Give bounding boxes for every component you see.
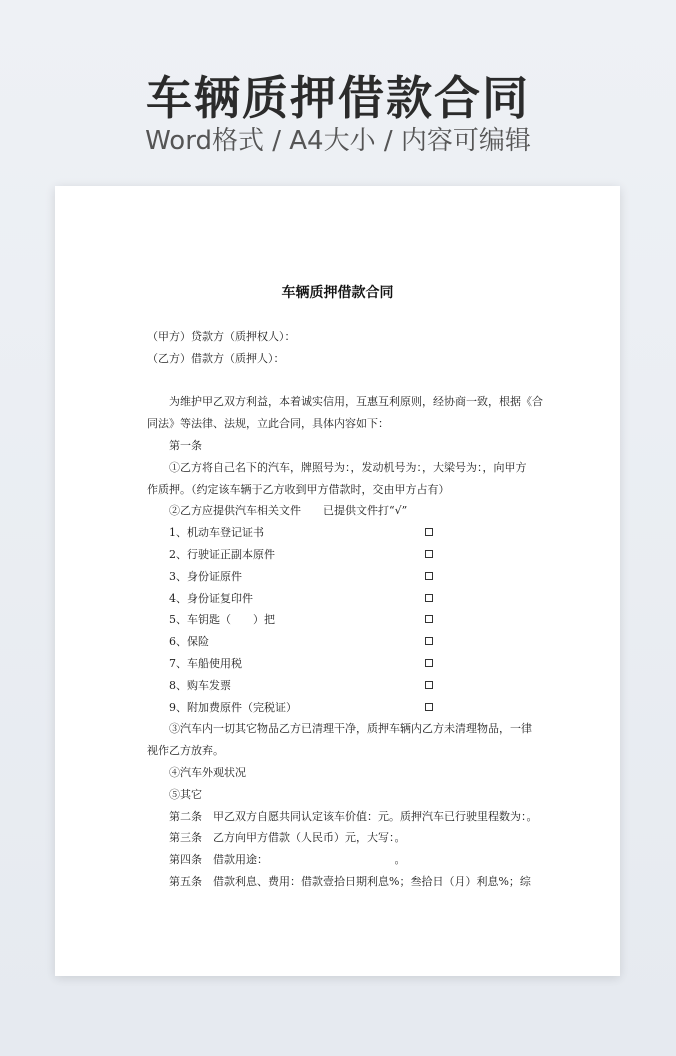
intro-line-2: 同法》等法律、法规，立此合同，具体内容如下： (147, 417, 389, 431)
banner-title: 车辆质押借款合同 (146, 71, 530, 125)
item-3-line-1: ③汽车内一切其它物品乙方已清理干净，质押车辆内乙方未清理物品，一律 (169, 722, 532, 736)
checkbox[interactable] (425, 681, 433, 689)
checklist-label: 7、车船使用税 (169, 656, 242, 670)
blank-line (147, 370, 532, 392)
item-3-line-2: 视作乙方放弃。 (147, 744, 224, 758)
checkbox[interactable] (425, 637, 433, 645)
checkbox[interactable] (425, 528, 433, 536)
checklist-item (147, 588, 532, 610)
checkbox[interactable] (425, 659, 433, 667)
party-b-line: （乙方）借款方（质押人）： (147, 351, 285, 365)
checklist-item (147, 544, 532, 566)
item-1-line-1: ①乙方将自己名下的汽车，牌照号为：，发动机号为：，大梁号为：，向甲方 (169, 460, 527, 474)
article-5-line: 第五条 借款利息、费用：借款壹拾日期利息%；叁拾日（月）利息%；综 (169, 874, 531, 888)
checkbox[interactable] (425, 550, 433, 558)
checklist-label: 8、购车发票 (169, 678, 231, 692)
checklist-label: 6、保险 (169, 635, 209, 649)
item-2-line: ②乙方应提供汽车相关文件 已提供文件打“√” (169, 504, 408, 518)
document-title: 车辆质押借款合同 (281, 285, 394, 301)
item-1-line-2: 作质押。（约定该车辆于乙方收到甲方借款时，交由甲方占有） (147, 482, 450, 496)
intro-line-1: 为维护甲乙双方利益，本着诚实信用，互惠互利原则，经协商一致，根据《合 (169, 395, 543, 409)
checkbox[interactable] (425, 594, 433, 602)
party-a-line: （甲方）贷款方（质押权人）： (147, 330, 296, 343)
checkbox[interactable] (425, 703, 433, 711)
article-3-line: 第三条 乙方向甲方借款（人民币）元，大写：。 (169, 831, 406, 845)
item-5-line: ⑤其它 (169, 787, 202, 801)
checklist-label: 5、车钥匙（ ）把 (169, 613, 275, 627)
checkbox[interactable] (425, 615, 433, 623)
article-1-heading: 第一条 (169, 438, 202, 452)
document-page (55, 186, 620, 976)
checklist-label: 9、附加费原件（完税证） (169, 700, 297, 714)
banner-subtitle: Word格式 / A4大小 / 内容可编辑 (145, 126, 531, 156)
checklist-item (147, 609, 532, 631)
checklist-label: 4、身份证复印件 (169, 591, 253, 605)
checklist-item (147, 675, 532, 697)
checklist-label: 3、身份证原件 (169, 569, 242, 583)
checklist-item (147, 522, 532, 544)
checkbox[interactable] (425, 572, 433, 580)
document-body (147, 326, 543, 893)
checklist-label: 1、机动车登记证书 (169, 526, 264, 540)
checklist-item (147, 653, 532, 675)
article-2-line: 第二条 甲乙双方自愿共同认定该车价值：元。质押汽车已行驶里程数为：。 (169, 809, 538, 823)
article-4-line: 第四条 借款用途： 。 (169, 853, 406, 867)
item-4-line: ④汽车外观状况 (169, 765, 246, 779)
checklist-label: 2、行驶证正副本原件 (169, 547, 275, 561)
checklist-item (147, 697, 532, 719)
checklist-item (147, 566, 532, 588)
checklist-item (147, 631, 532, 653)
